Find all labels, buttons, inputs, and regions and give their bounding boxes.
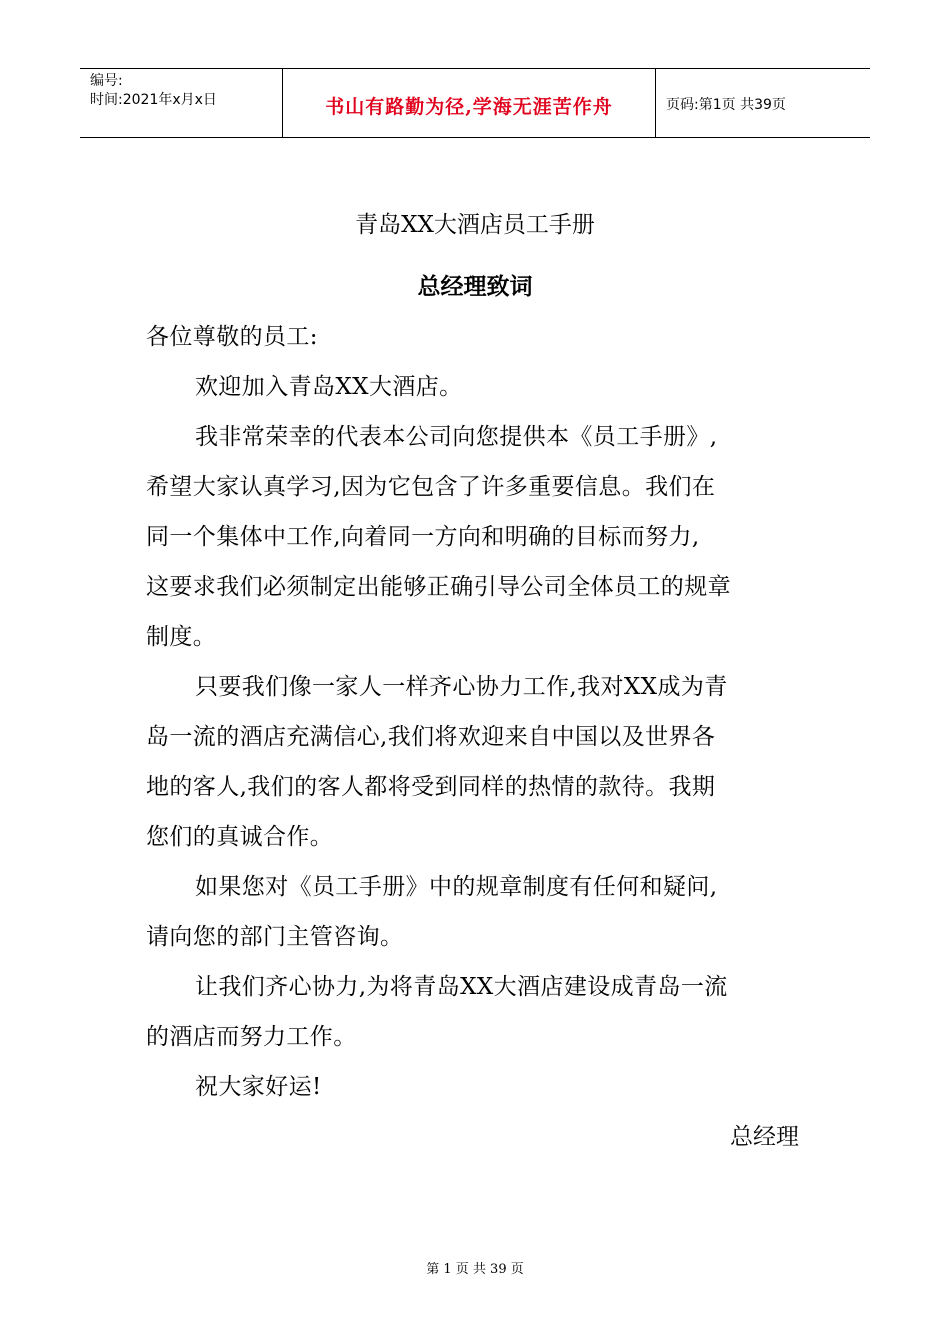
body-line: 请向您的部门主管咨询。 [146, 924, 404, 950]
body-line: 希望大家认真学习,因为它包含了许多重要信息。我们在 [146, 474, 716, 500]
header-info-cell [80, 69, 283, 137]
page-footer: 第 1 页 共 39 页 [426, 1262, 524, 1277]
body-line: 如果您对《员工手册》中的规章制度有任何和疑问, [195, 874, 718, 900]
salutation-line: 各位尊敬的员工: [146, 324, 318, 350]
header-motto-cell [283, 69, 656, 137]
document-number-label: 编号: [90, 73, 123, 89]
header-page-info: 页码:第1页 共39页 [666, 97, 786, 113]
body-line: 的酒店而努力工作。 [146, 1024, 357, 1050]
header-page-cell [656, 69, 870, 137]
body-line: 同一个集体中工作,向着同一方向和明确的目标而努力, [146, 524, 700, 550]
document-title: 青岛XX大酒店员工手册 [355, 212, 595, 238]
body-line: 地的客人,我们的客人都将受到同样的热情的款待。我期 [146, 774, 716, 800]
body-line: 制度。 [146, 624, 217, 650]
body-line: 我非常荣幸的代表本公司向您提供本《员工手册》, [195, 424, 718, 450]
header-motto: 书山有路勤为径,学海无涯苦作舟 [325, 96, 613, 118]
body-line: 只要我们像一家人一样齐心协力工作,我对XX成为青 [195, 674, 728, 700]
body-line: 岛一流的酒店充满信心,我们将欢迎来自中国以及世界各 [146, 724, 716, 750]
header-table [80, 68, 870, 138]
body-line: 欢迎加入青岛XX大酒店。 [195, 374, 463, 400]
body-line: 您们的真诚合作。 [146, 824, 334, 850]
signature: 总经理 [730, 1124, 799, 1150]
body-line: 让我们齐心协力,为将青岛XX大酒店建设成青岛一流 [195, 974, 728, 1000]
closing-line: 祝大家好运! [195, 1074, 322, 1100]
document-subtitle: 总经理致词 [417, 273, 533, 300]
body-line: 这要求我们必须制定出能够正确引导公司全体员工的规章 [146, 574, 731, 600]
document-date-label: 时间:2021年x月x日 [90, 92, 217, 108]
